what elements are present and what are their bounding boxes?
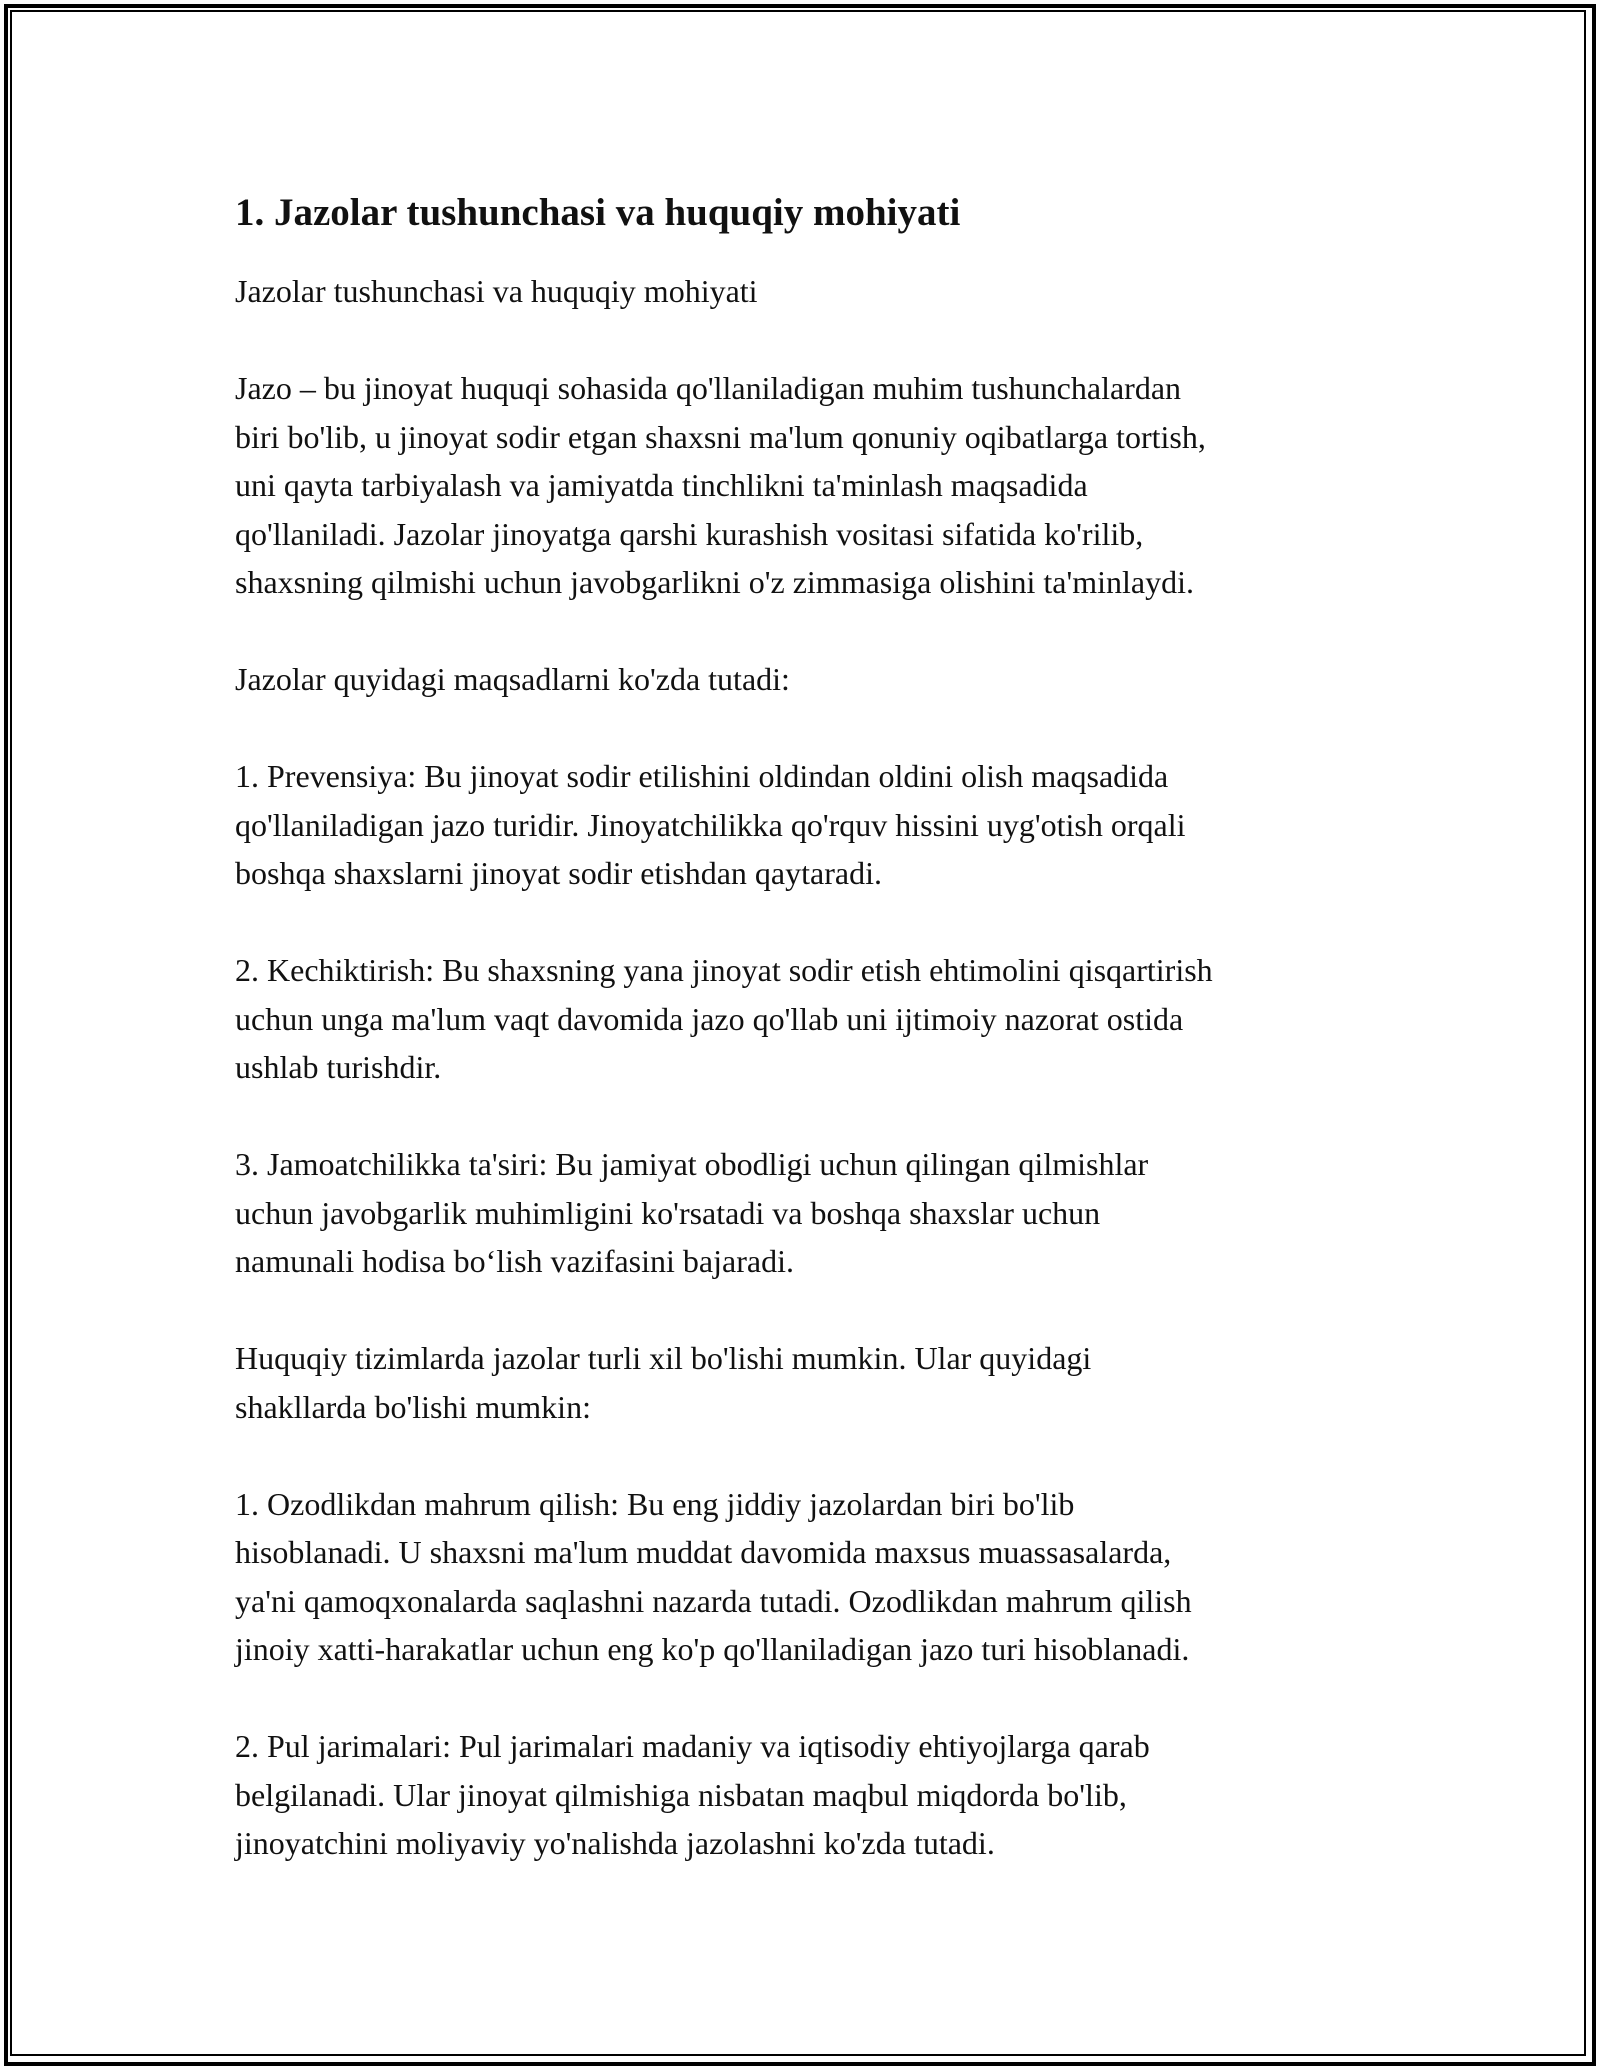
goal-item-prevention: 1. Prevensiya: Bu jinoyat sodir etilishini oldindan oldini olish maqsadida qo'llaniladigan jazo turidir. Jinoyatchilikka qo'rquv hissini uyg'otish orqali boshqa shaxslarni jinoyat sodir etishdan qaytaradi.	[235, 758, 1186, 891]
goal-item-deterrence: 2. Kechiktirish: Bu shaxsning yana jinoyat sodir etish ehtimolini qisqartirish uchun unga ma'lum vaqt davomida jazo qo'llab uni ijtimoiy nazorat ostida ushlab turishdir.	[235, 952, 1213, 1085]
forms-intro-paragraph: Huquqiy tizimlarda jazolar turli xil bo'lishi mumkin. Ular quyidagi shakllarda bo'lishi mumkin:	[235, 1340, 1092, 1425]
form-item-imprisonment: 1. Ozodlikdan mahrum qilish: Bu eng jiddiy jazolardan biri bo'lib hisoblanadi. U shaxsni ma'lum muddat davomida maxsus muassasalarda, ya'ni qamoqxonalarda saqlashni nazarda tutadi. Ozodlikdan mahrum qilish jinoiy xatti-harakatlar uchun eng ko'p qo'llaniladigan jazo turi hisoblanadi.	[235, 1485, 1192, 1667]
definition-paragraph: Jazo – bu jinoyat huquqi sohasida qo'llaniladigan muhim tushunchalardan biri bo'lib, u jinoyat sodir etgan shaxsni ma'lum qonuniy oqibatlarga tortish, uni qayta tarbiyalash va jamiyatda tinchlikni ta'minlash maqsadida qo'llaniladi. Jazolar jinoyatga qarshi kurashish vositasi sifatida ko'rilib, shaxsning qilmishi uchun javobgarlikni o'z zimmasiga olishini ta'minlaydi.	[235, 370, 1206, 600]
document-body	[235, 185, 1385, 1916]
form-item-fines: 2. Pul jarimalari: Pul jarimalari madaniy va iqtisodiy ehtiyojlarga qarab belgilanadi. Ular jinoyat qilmishiga nisbatan maqbul miqdorda bo'lib, jinoyatchini moliyaviy yo'nalishda jazolashni ko'zda tutadi.	[235, 1728, 1150, 1861]
document-title: 1. Jazolar tushunchasi va huquqiy mohiyati	[235, 191, 961, 234]
goal-item-public-impact: 3. Jamoatchilikka ta'siri: Bu jamiyat obodligi uchun qilingan qilmishlar uchun javobgarlik muhimligini ko'rsatadi va boshqa shaxslar uchun namunali hodisa bo‘lish vazifasini bajaradi.	[235, 1146, 1149, 1279]
subtitle-paragraph: Jazolar tushunchasi va huquqiy mohiyati	[235, 273, 758, 309]
goals-intro-paragraph: Jazolar quyidagi maqsadlarni ko'zda tutadi:	[235, 661, 790, 697]
